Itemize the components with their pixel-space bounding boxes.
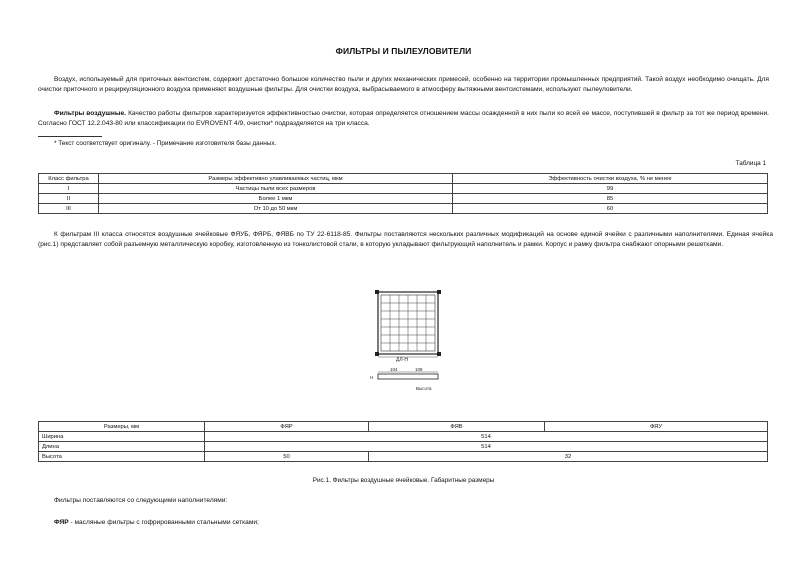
fyar-paragraph [54,518,259,528]
fyar-label: ФЯР [54,519,69,526]
table-cell: 32 [369,452,768,462]
figure-label-height: H [370,375,374,380]
table-row [39,204,768,214]
table-header-cell: ФЯУ [545,422,768,432]
table-row-label: Ширина [39,432,205,442]
table-cell: Частицы пыли всех размеров [99,184,453,194]
table-cell: 60 [453,204,768,214]
filters-text: Качество работы фильтров характеризуется эффективностью очистки, которая определяется отношением массы осажденной в них пыли ко всей ее массе, поступившей в фильтр за тот же период времени. Согласно ГОСТ 12.2.043-80 или классификации по EVROVENT 4/9, очистки* подразделяется на три класса. [38,110,769,127]
table-cell: III [39,204,99,214]
table-row [39,432,768,442]
table-header-cell: Эффективность очистки воздуха, % не менее [453,174,768,184]
table-header-cell: Размеры, мм [39,422,205,432]
table-row [39,442,768,452]
figure-label-dim2: 108 [415,367,423,372]
table1-caption: Таблица 1 [735,160,766,167]
figure-caption: Рис.1. Фильтры воздушные ячейковые. Габаритные размеры [312,477,495,484]
filters-paragraph [38,109,769,129]
table-cell: 514 [205,442,768,452]
table-cell: 50 [205,452,369,462]
class3-paragraph: К фильтрам III класса относятся воздушные ячейковые ФЯУБ, ФЯРБ, ФЯВБ по ТУ 22-6118-85. Фильтры поставляются нескольких различных модификаций на основе единой ячейки с различными наполнителями. Единая ячейка (рис.1) представляет собой разъемную металлическую коробку, изготовленную из тонколистовой стали, в которую укладывают фильтрующий наполнитель и рамки. Корпус и рамку фильтра снабжают опорными решетками. [38,231,773,248]
table-cell: От 10 до 50 мкм [99,204,453,214]
figure-label-dim1: 104 [390,367,398,372]
table-header-cell: Размеры эффективно улавливаемых частиц, мкм [99,174,453,184]
intro-paragraph: Воздух, используемый для приточных вентсистем, содержит достаточно большое количество пыли и других механических примесей, особенно на территории промышленных предприятий. Такой воздух необходимо очищать. Для очистки приточного и рециркуляционного воздуха применяют воздушные фильтры. Для очистки воздуха, выбрасываемого в атмосферу вытяжными вентсистемами, используют пылеуловители. [38,76,769,93]
table-row [39,194,768,204]
table-header-cell: Класс фильтра [39,174,99,184]
table-row [39,184,768,194]
table-cell: I [39,184,99,194]
table-cell: 85 [453,194,768,204]
page-title: ФИЛЬТРЫ И ПЫЛЕУЛОВИТЕЛИ [335,46,472,56]
table-cell: Более 1 мкм [99,194,453,204]
table-cell: II [39,194,99,204]
footnote: * Текст соответствует оригиналу. - Примечание изготовителя базы данных. [54,140,277,147]
table-row-label: Длина [39,442,205,452]
table-cell: 514 [205,432,768,442]
table-header-cell: ФЯВ [369,422,545,432]
fyar-text: - масляные фильтры с гофрированными стальными сетками; [68,519,259,526]
table-header-row [39,174,768,184]
figure-label-top: ДЛ·Н [396,357,408,363]
fillers-intro: Фильтры поставляются со следующими наполнителями: [54,497,228,504]
filter-cell-drawing [360,286,450,396]
dimensions-table [38,421,768,462]
table-header-cell: ФЯР [205,422,369,432]
table-row-label: Высота [39,452,205,462]
filter-class-table [38,173,768,214]
table-row [39,452,768,462]
footnote-divider [38,136,102,137]
table-header-row [39,422,768,432]
figure-label-side: Высота [416,386,432,391]
filters-heading: Фильтры воздушные. [54,110,127,117]
table-cell: 99 [453,184,768,194]
